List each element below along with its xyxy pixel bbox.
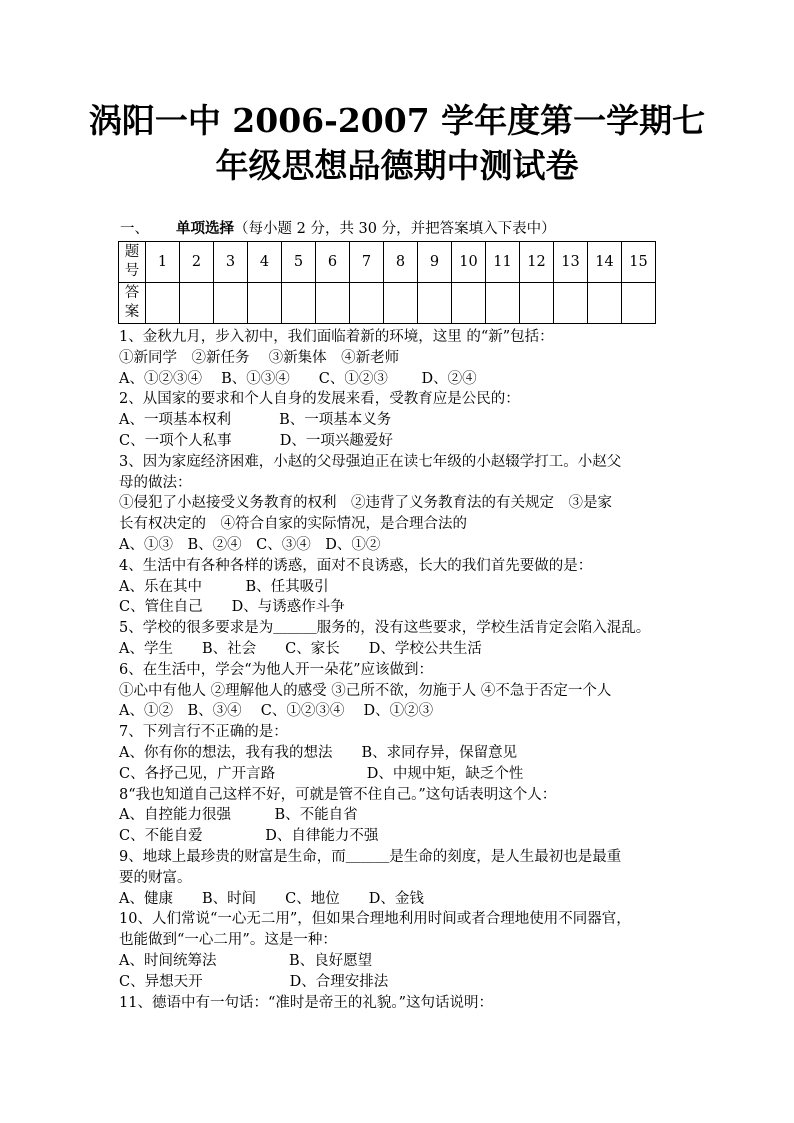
answer-cell[interactable] <box>486 283 520 324</box>
question-1-options: A、①②③④ B、①③④ C、①②③ D、②④ <box>119 370 477 387</box>
question-7-stem: 7、下列言行不正确的是： <box>119 724 288 741</box>
answer-label-char: 答 <box>124 285 140 301</box>
answer-table-header-cell <box>119 242 146 283</box>
question-8-options-cd: C、不能自爱 D、自律能力不强 <box>119 828 379 845</box>
question-number-cell: 10 <box>452 242 486 283</box>
question-10-stem-cont: 也能做到“一心二用”。这是一种： <box>119 932 337 949</box>
answer-cell[interactable] <box>350 283 384 324</box>
answer-cell[interactable] <box>622 283 656 324</box>
question-5-options: A、学生 B、社会 C、家长 D、学校公共生活 <box>119 640 482 657</box>
question-4-options-ab: A、乐在其中 B、任其吸引 <box>119 578 329 595</box>
question-6-items: ①心中有他人 ②理解他人的感受 ③己所不欲，勿施于人 ④不急于否定一个人 <box>119 682 612 699</box>
question-7-options-cd: C、各抒己见，广开言路 D、中规中矩，缺乏个性 <box>119 765 524 782</box>
question-number-cell: 5 <box>282 242 316 283</box>
question-number-cell: 7 <box>350 242 384 283</box>
header-label-char: 号 <box>124 263 140 279</box>
question-list <box>119 327 679 1013</box>
question-11-stem: 11、德语中有一句话：“准时是帝王的礼貌。”这句话说明： <box>119 994 494 1011</box>
question-10-stem: 10、人们常说“一心无二用”，但如果合理地利用时间或者合理地使用不同器官， <box>119 911 631 928</box>
question-2-options-cd: C、一项个人私事 D、一项兴趣爱好 <box>119 432 393 449</box>
question-number-cell: 12 <box>520 242 554 283</box>
question-number-cell: 11 <box>486 242 520 283</box>
answer-table-answer-label-cell <box>119 283 146 324</box>
answer-cell[interactable] <box>146 283 180 324</box>
question-3-stem: 3、因为家庭经济困难，小赵的父母强迫正在读七年级的小赵辍学打工。小赵父 <box>119 453 622 470</box>
answer-label-char: 案 <box>124 304 140 320</box>
question-3-items: ①侵犯了小赵接受义务教育的权利 ②违背了义务教育法的有关规定 ③是家 <box>119 495 612 512</box>
answer-table-number-row <box>119 242 656 283</box>
question-number-cell: 4 <box>248 242 282 283</box>
section-heading <box>120 219 556 239</box>
question-number-cell: 3 <box>214 242 248 283</box>
answer-cell[interactable] <box>282 283 316 324</box>
question-2-options-ab: A、一项基本权利 B、一项基本义务 <box>119 412 392 429</box>
answer-cell[interactable] <box>214 283 248 324</box>
question-1-items: ①新同学 ②新任务 ③新集体 ④新老师 <box>119 349 400 366</box>
question-7-options-ab: A、你有你的想法，我有我的想法 B、求同存异，保留意见 <box>119 744 518 761</box>
answer-cell[interactable] <box>384 283 418 324</box>
question-5-stem: 5、学校的很多要求是为＿＿＿服务的，没有这些要求，学校生活肯定会陷入混乱。 <box>119 620 651 637</box>
question-4-stem: 4、生活中有各种各样的诱惑，面对不良诱惑，长大的我们首先要做的是： <box>119 557 593 574</box>
answer-table <box>118 241 656 324</box>
question-9-stem-cont: 要的财富。 <box>119 869 192 886</box>
question-3-stem-cont: 母的做法： <box>119 474 192 491</box>
answer-cell[interactable] <box>520 283 554 324</box>
exam-title-line-2: 年级思想品德期中测试卷 <box>215 146 579 185</box>
question-10-options-cd: C、异想天开 D、合理安排法 <box>119 973 389 990</box>
answer-cell[interactable] <box>248 283 282 324</box>
section-note: （每小题 2 分，共 30 分，并把答案填入下表中） <box>234 221 556 237</box>
question-10-options-ab: A、时间统筹法 B、良好愿望 <box>119 952 373 969</box>
question-number-cell: 13 <box>554 242 588 283</box>
question-9-stem: 9、地球上最珍贵的财富是生命，而＿＿＿是生命的刻度，是人生最初也是最重 <box>119 848 622 865</box>
answer-cell[interactable] <box>588 283 622 324</box>
header-label-char: 题 <box>124 244 140 260</box>
question-9-options: A、健康 B、时间 C、地位 D、金钱 <box>119 890 424 907</box>
question-number-cell: 9 <box>418 242 452 283</box>
question-number-cell: 15 <box>622 242 656 283</box>
question-2-stem: 2、从国家的要求和个人自身的发展来看，受教育应是公民的： <box>119 391 520 408</box>
answer-cell[interactable] <box>452 283 486 324</box>
section-number: 一、 <box>120 221 149 237</box>
question-6-options: A、①② B、③④ C、①②③④ D、①②③ <box>119 703 434 720</box>
answer-cell[interactable] <box>418 283 452 324</box>
section-name: 单项选择 <box>176 220 234 237</box>
question-4-options-cd: C、管住自己 D、与诱惑作斗争 <box>119 599 345 616</box>
question-6-stem: 6、在生活中，学会“为他人开一朵花”应该做到： <box>119 661 434 678</box>
question-3-items-cont: 长有权决定的 ④符合自家的实际情况，是合理合法的 <box>119 516 467 533</box>
answer-cell[interactable] <box>316 283 350 324</box>
answer-cell[interactable] <box>554 283 588 324</box>
question-number-cell: 14 <box>588 242 622 283</box>
question-3-options: A、①③ B、②④ C、③④ D、①② <box>119 536 381 553</box>
question-number-cell: 8 <box>384 242 418 283</box>
question-number-cell: 6 <box>316 242 350 283</box>
question-8-stem: 8“我也知道自己这样不好，可就是管不住自己。”这句话表明这个人： <box>119 786 557 803</box>
question-8-options-ab: A、自控能力很强 B、不能自省 <box>119 807 358 824</box>
question-1-stem: 1、金秋九月，步入初中，我们面临着新的环境，这里 的“新”包括： <box>119 329 554 345</box>
exam-title-line-1: 涡阳一中 2006-2007 学年度第一学期七 <box>88 101 706 140</box>
question-number-cell: 2 <box>180 242 214 283</box>
answer-table-answer-row <box>119 283 656 324</box>
question-number-cell: 1 <box>146 242 180 283</box>
answer-cell[interactable] <box>180 283 214 324</box>
